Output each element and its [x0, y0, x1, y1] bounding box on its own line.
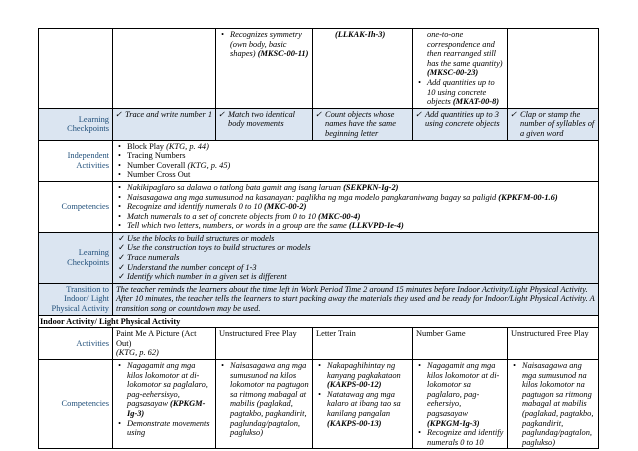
transition-text: The teacher reminds the learners about the time left in Work Period Time 2 around 15 minutes before Indoor Activity/Light Physical Activity. After 10 minutes, the teacher tells the learners to start packing away the materials they used and be ready for Indoor/Light Physical Activity. A transition song or countdown may be used.: [113, 283, 599, 315]
competency-col-4: [413, 360, 508, 449]
continuation-label-cell: [39, 29, 113, 109]
activity-cell-3: Letter Train: [313, 328, 413, 360]
competencies-label-2: Competencies: [39, 360, 113, 449]
learning-checkpoints-list-cell: [113, 232, 599, 283]
checkpoint-item: ✓ Understand the number concept of 1-3: [127, 263, 595, 273]
competency-item: • Naisasagawa ang mga sumusunod na kilos lokomotor na pagtugon sa ritmong mabagal at mabilis (paglakad, pagtakbo, pagkandirit, paglundag/pagtalon, paglukso): [230, 361, 309, 438]
competency-item: • Nagagamit ang mga kilos lokomotor at di-lokomotor sa paglalaro, pag-eehersisyo, pagsasayaw (KPKGM-Ig-3): [127, 361, 212, 419]
checkpoint-item: ✓ Use the construction toys to build structures or models: [127, 243, 595, 253]
competencies-label: Competencies: [39, 181, 113, 232]
competency-item: • Nakikipaglaro sa dalawa o tatlong bata gamit ang isang laruan (SEKPKN-Ig-2): [127, 183, 595, 193]
activity-cell-2: Unstructured Free Play: [216, 328, 313, 360]
checkpoint-item: ✓ Trace numerals: [127, 253, 595, 263]
competency-col-2: [216, 360, 313, 449]
transition-row: [39, 283, 599, 315]
competency-item: • Naisasagawa ang mga sumusunod na kasanayan: paglikha ng mga modelo pangkaraniwang bagay sa paligid (KPKFM-00-1.6): [127, 193, 595, 203]
competency-item: • Natatawag ang mga kalaro at ibang tao sa kanilang pangalan (KAKPS-00-13): [327, 390, 409, 428]
activity-cell-1: Paint Me A Picture (Act Out) (KTG, p. 62): [113, 328, 216, 360]
independent-activities-label: Independent Activities: [39, 140, 113, 181]
learning-checkpoints-label: Learning Checkpoints: [39, 108, 113, 140]
checkpoint-cell-3: ✓ Count objects whose names have the same beginning letter: [313, 108, 413, 140]
continuation-col4: [413, 29, 508, 109]
competency-col-1: [113, 360, 216, 449]
independent-activities-list-cell: [113, 140, 599, 181]
independent-activity-item: • Number Coverall (KTG, p. 45): [127, 161, 595, 171]
checkpoint-item: ✓ Identify which number in a given set is different: [127, 272, 595, 282]
competency-item: • Nakapaghihintay ng kanyang pagkakataon (KAKPS-00-12): [327, 361, 409, 390]
section-title: Indoor Activity/ Light Physical Activity: [39, 315, 599, 328]
competency-item: • Demonstrate movements using: [127, 419, 212, 438]
competency-col-5: [508, 360, 599, 449]
competency-item: • Recognize and identify numerals 0 to 10 (MKC-00-2): [127, 202, 595, 212]
lesson-plan-table: [38, 28, 599, 449]
continuation-row: [39, 29, 599, 109]
continuation-col3: (LLKAK-Ih-3): [313, 29, 413, 109]
competency-item: • Naisasagawa ang mga sumusunod na kilos lokomotor na pagtugon sa ritmong mabagal at mabilis (paglakad, pagtakbo, pagkandirit, paglundag/pagtalon, paglukso): [522, 361, 595, 447]
section-header-row: [39, 315, 599, 328]
continuation-col2: [216, 29, 313, 109]
checkpoint-cell-4: ✓ Add quantities up to 3 using concrete objects: [413, 108, 508, 140]
competency-item: • Match numerals to a set of concrete objects from 0 to 10 (MKC-00-4): [127, 212, 595, 222]
checkpoint-cell-2: ✓ Match two identical body movements: [216, 108, 313, 140]
activities-label: Activities: [39, 328, 113, 360]
symmetry-item: • Recognizes symmetry (own body, basic shapes) (MKSC-00-11): [230, 30, 309, 59]
activity-cell-5: Unstructured Free Play: [508, 328, 599, 360]
competency-item: • Recognize and identify numerals 0 to 10: [427, 428, 504, 447]
independent-activity-item: • Number Cross Out: [127, 170, 595, 180]
correspondence-text: one-to-one correspondence and then rearranged still has the same quantity) (MKSC-00-23): [427, 30, 503, 78]
independent-activity-item: • Block Play (KTG, p. 44): [127, 142, 595, 152]
learning-checkpoints-row-1: [39, 108, 599, 140]
learning-checkpoints-label-2: Learning Checkpoints: [39, 232, 113, 283]
independent-activity-item: • Tracing Numbers: [127, 151, 595, 161]
independent-activities-row: [39, 140, 599, 181]
continuation-col1: [113, 29, 216, 109]
competency-item: • Tell which two letters, numbers, or words in a group are the same (LLKVPD-Ie-4): [127, 221, 595, 231]
continuation-col5: [508, 29, 599, 109]
checkpoint-cell-1: ✓ Trace and write number 1: [113, 108, 216, 140]
competencies-row-1: [39, 181, 599, 232]
checkpoint-item: ✓ Use the blocks to build structures or models: [127, 234, 595, 244]
activity-cell-4: Number Game: [413, 328, 508, 360]
competency-col-3: [313, 360, 413, 449]
competency-item: • Nagagamit ang mga kilos lokomotor at di-lokomotor sa paglalaro, pag-eehersiyo, pagsasayaw (KPKGM-Ig-3): [427, 361, 504, 428]
checkpoint-cell-5: ✓ Clap or stamp the number of syllables of a given word: [508, 108, 599, 140]
competencies-row-2: [39, 360, 599, 449]
learning-checkpoints-row-2: [39, 232, 599, 283]
activities-row: [39, 328, 599, 360]
competencies-list-cell: [113, 181, 599, 232]
add-quantities-item: • Add quantities up to 10 using concrete objects (MKAT-00-8): [427, 78, 504, 107]
transition-label: Transition to Indoor/ Light Physical Activity: [39, 283, 113, 315]
